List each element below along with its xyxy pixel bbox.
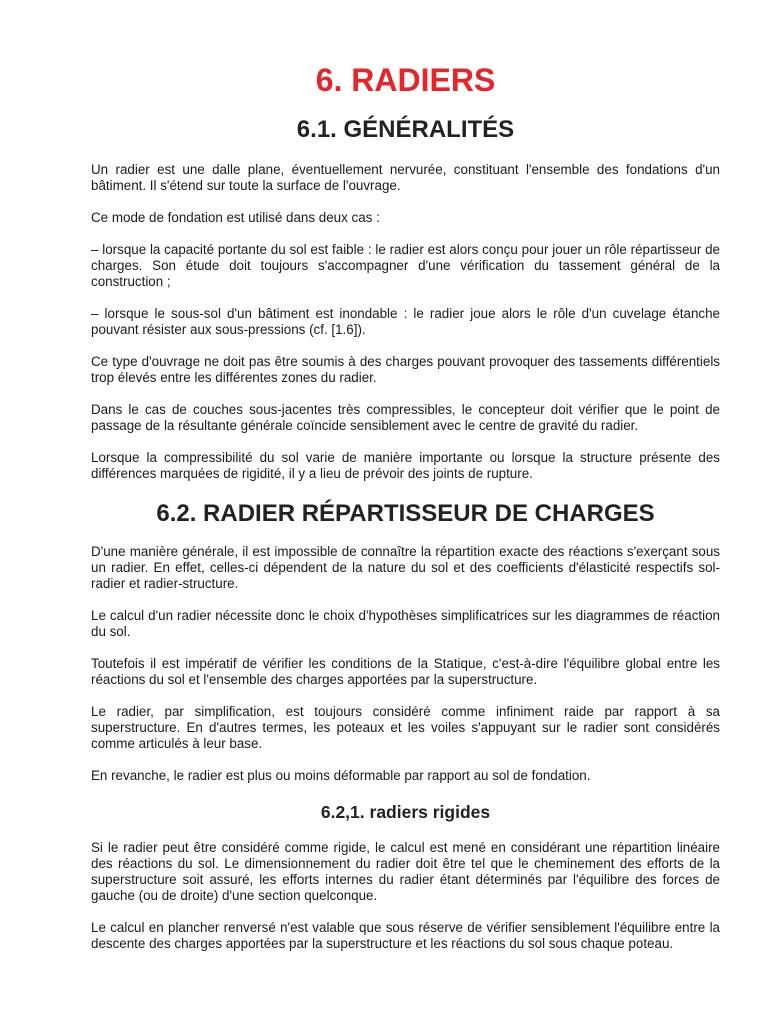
paragraph-hypotheses: Le calcul d'un radier nécessite donc le choix d'hypothèses simplificatrices sur les diagrammes de réaction du sol. <box>91 608 720 639</box>
section-heading-generalites: 6.1. GÉNÉRALITÉS <box>296 116 515 143</box>
paragraph-deformable: En revanche, le radier est plus ou moins déformable par rapport au sol de fondation. <box>91 768 591 783</box>
paragraph-couches-compressibles: Dans le cas de couches sous-jacentes très compressibles, le concepteur doit vérifier que le point de passage de la résultante générale coïncide sensiblement avec le centre de gravité du radier. <box>91 402 720 433</box>
paragraph-infiniment-raide: Le radier, par simplification, est toujours considéré comme infiniment raide par rapport à sa superstructure. En d'autres termes, les poteaux et les voiles s'appuyant sur le radier sont considérés comme articulés à leur base. <box>91 704 720 751</box>
paragraph-capacite-portante: – lorsque la capacité portante du sol est faible : le radier est alors conçu pour jouer un rôle répartisseur de charges. Son étude doit toujours s'accompagner d'une vérification du tassement général de la construction ; <box>91 242 720 289</box>
subsection-heading-radiers-rigides: 6.2,1. radiers rigides <box>320 802 491 822</box>
document-title: 6. RADIERS <box>315 62 496 98</box>
paragraph-statique: Toutefois il est impératif de vérifier les conditions de la Statique, c'est-à-dire l'équilibre global entre les réactions du sol et l'ensemble des charges apportées par la superstructure. <box>91 656 720 687</box>
section-heading-radier-repartisseur: 6.2. RADIER RÉPARTISSEUR DE CHARGES <box>156 500 655 527</box>
paragraph-definition: Un radier est une dalle plane, éventuellement nervurée, constituant l'ensemble des fondations d'un bâtiment. Il s'étend sur toute la surface de l'ouvrage. <box>91 162 720 193</box>
paragraph-sous-sol-inondable: – lorsque le sous-sol d'un bâtiment est inondable : le radier joue alors le rôle d'un cuvelage étanche pouvant résister aux sous-pressions (cf. [1.6]). <box>91 306 720 337</box>
paragraph-deux-cas: Ce mode de fondation est utilisé dans deux cas : <box>91 210 380 225</box>
paragraph-radier-rigide: Si le radier peut être considéré comme rigide, le calcul est mené en considérant une répartition linéaire des réactions du sol. Le dimensionnement du radier doit être tel que le cheminement des efforts de la superstructure soit assuré, les efforts internes du radier étant déterminés par l'équilibre des forces de gauche (ou de droite) d'une section quelconque. <box>91 840 720 903</box>
paragraph-joints-rupture: Lorsque la compressibilité du sol varie de manière importante ou lorsque la structure présente des différences marquées de rigidité, il y a lieu de prévoir des joints de rupture. <box>91 450 720 481</box>
paragraph-tassements: Ce type d'ouvrage ne doit pas être soumis à des charges pouvant provoquer des tassements différentiels trop élevés entre les différentes zones du radier. <box>91 354 720 385</box>
paragraph-repartition-reactions: D'une manière générale, il est impossible de connaître la répartition exacte des réactions s'exerçant sous un radier. En effet, celles-ci dépendent de la nature du sol et des coefficients d'élasticité respectifs sol-radier et radier-structure. <box>91 544 720 591</box>
paragraph-plancher-renverse: Le calcul en plancher renversé n'est valable que sous réserve de vérifier sensiblement l'équilibre entre la descente des charges apportées par la superstructure et les réactions du sol sous chaque poteau. <box>91 920 720 951</box>
